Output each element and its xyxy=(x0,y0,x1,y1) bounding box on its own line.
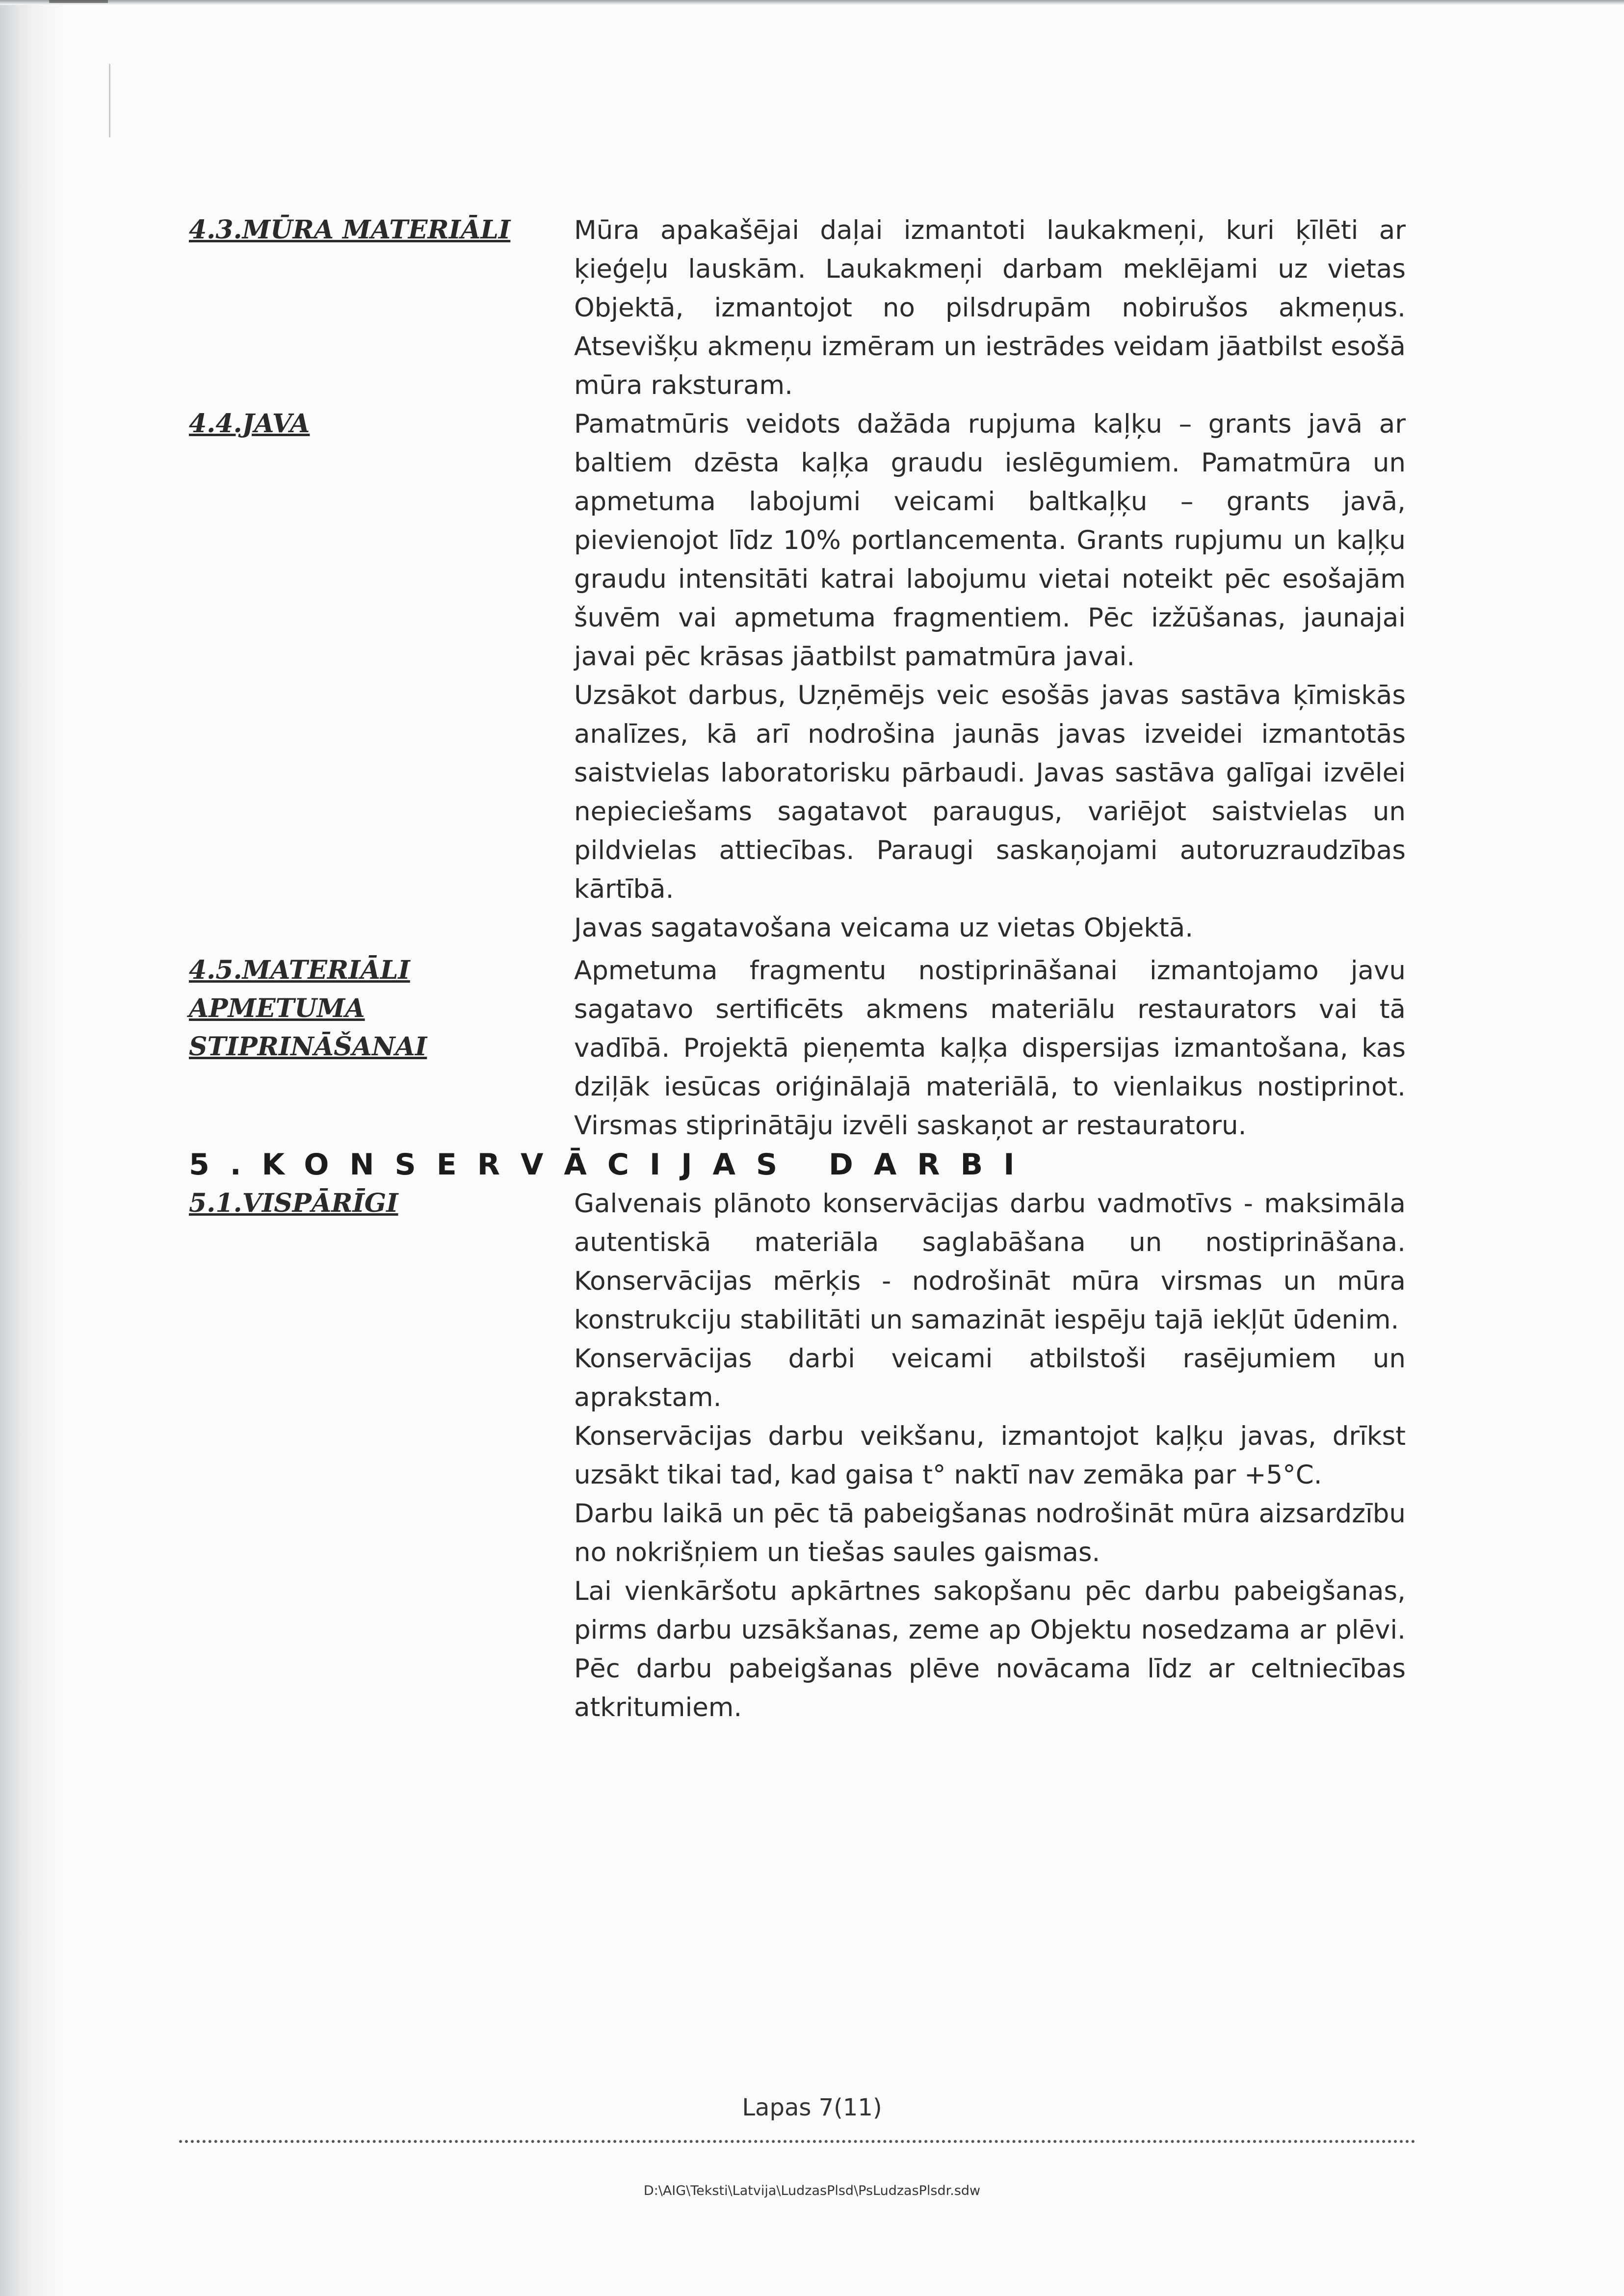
scan-margin-mark xyxy=(109,64,110,137)
paragraph: Apmetuma fragmentu nostiprināšanai izmantojamo javu sagatavo sertificēts akmens materiālu restaurators vai tā vadībā. Projektā pieņemta kaļķa dispersijas izmantošana, kas dziļāk iesūcas oriģinālajā materiālā, to vienlaikus nostiprinot. Virsmas stiprinātāju izvēli saskaņot ar restauratoru. xyxy=(574,956,1406,1141)
document-content xyxy=(189,211,1406,1727)
footer-dotted-rule xyxy=(179,2140,1415,2143)
scan-edge-left xyxy=(0,0,64,2296)
paragraph: Uzsākot darbus, Uzņēmējs veic esošās javas sastāva ķīmiskās analīzes, kā arī nodrošina jaunās javas izveidei izmantotās saistvielas laboratorisku pārbaudi. Javas sastāva galīgai izvēlei nepieciešams sagatavot paraugus, variējot saistvielas un pildvielas attiecības. Paraugi saskaņojami autoruzraudzības kārtībā. xyxy=(574,680,1406,904)
paragraph: Konservācijas darbu veikšanu, izmantojot kaļķu javas, drīkst uzsākt tikai tad, kad gaisa t° naktī nav zemāka par +5°C. xyxy=(574,1421,1406,1490)
paragraph: Mūra apakašējai daļai izmantoti laukakmeņi, kuri ķīlēti ar ķieģeļu lauskām. Laukakmeņi darbam meklējami uz vietas Objektā, izmantojot no pilsdrupām nobirušos akmeņus. Atsevišķu akmeņu izmēram un iestrādes veidam jāatbilst esošā mūra raksturam. xyxy=(574,215,1406,400)
section-body xyxy=(574,951,1406,1145)
paragraph: Galvenais plānoto konservācijas darbu vadmotīvs - maksimāla autentiskā materiāla saglabāšana un nostiprināšana. Konservācijas mērķis - nodrošināt mūra virsmas un mūra konstrukciju stabilitāti un samazināt iespēju tajā iekļūt ūdenim. xyxy=(574,1189,1406,1335)
paragraph: Lai vienkāršotu apkārtnes sakopšanu pēc darbu pabeigšanas, pirms darbu uzsākšanas, zeme ap Objektu nosedzama ar plēvi. Pēc darbu pabeigšanas plēve novācama līdz ar celtniecības atkritumiem. xyxy=(574,1576,1406,1722)
paragraph: Konservācijas darbi veicami atbilstoši rasējumiem un aprakstam. xyxy=(574,1344,1406,1412)
section-body xyxy=(574,211,1406,405)
file-path: D:\AIG\Teksti\Latvija\LudzasPlsd\PsLudzasPlsdr.sdw xyxy=(643,2183,981,2198)
section-5-heading: 5.KONSERVĀCIJAS DARBI xyxy=(189,1148,1035,1182)
paragraph: Javas sagatavošana veicama uz vietas Objektā. xyxy=(574,913,1194,943)
scan-corner-mark xyxy=(49,0,108,17)
section-5-1 xyxy=(189,1184,1406,1727)
section-body xyxy=(574,1184,1406,1727)
section-4-5 xyxy=(189,951,1406,1145)
paragraph: Pamatmūris veidots dažāda rupjuma kaļķu – grants javā ar baltiem dzēsta kaļķa graudu ieslēgumiem. Pamatmūra un apmetuma labojumi veicami baltkaļķu – grants javā, pievienojot līdz 10% portlancementa. Grants rupjumu un kaļķu graudu intensitāti katrai labojumu vietai noteikt pēc esošajām šuvēm vai apmetuma fragmentiem. Pēc izžūšanas, jaunajai javai pēc krāsas jāatbilst pamatmūra javai. xyxy=(574,409,1406,672)
section-label: 5.1.VISPĀRĪGI xyxy=(189,1188,398,1218)
section-label: 4.4.JAVA xyxy=(189,409,310,439)
section-body xyxy=(574,405,1406,947)
scan-edge-top xyxy=(0,0,1624,5)
section-4-3 xyxy=(189,211,1406,405)
section-label: 4.3.MŪRA MATERIĀLI xyxy=(189,215,511,245)
paragraph: Darbu laikā un pēc tā pabeigšanas nodrošināt mūra aizsardzību no nokrišņiem un tiešas saules gaismas. xyxy=(574,1499,1406,1567)
section-4-4 xyxy=(189,405,1406,947)
section-label: 4.5.MATERIĀLI APMETUMA STIPRINĀŠANAI xyxy=(189,955,427,1062)
page-number: Lapas 7(11) xyxy=(742,2094,882,2121)
